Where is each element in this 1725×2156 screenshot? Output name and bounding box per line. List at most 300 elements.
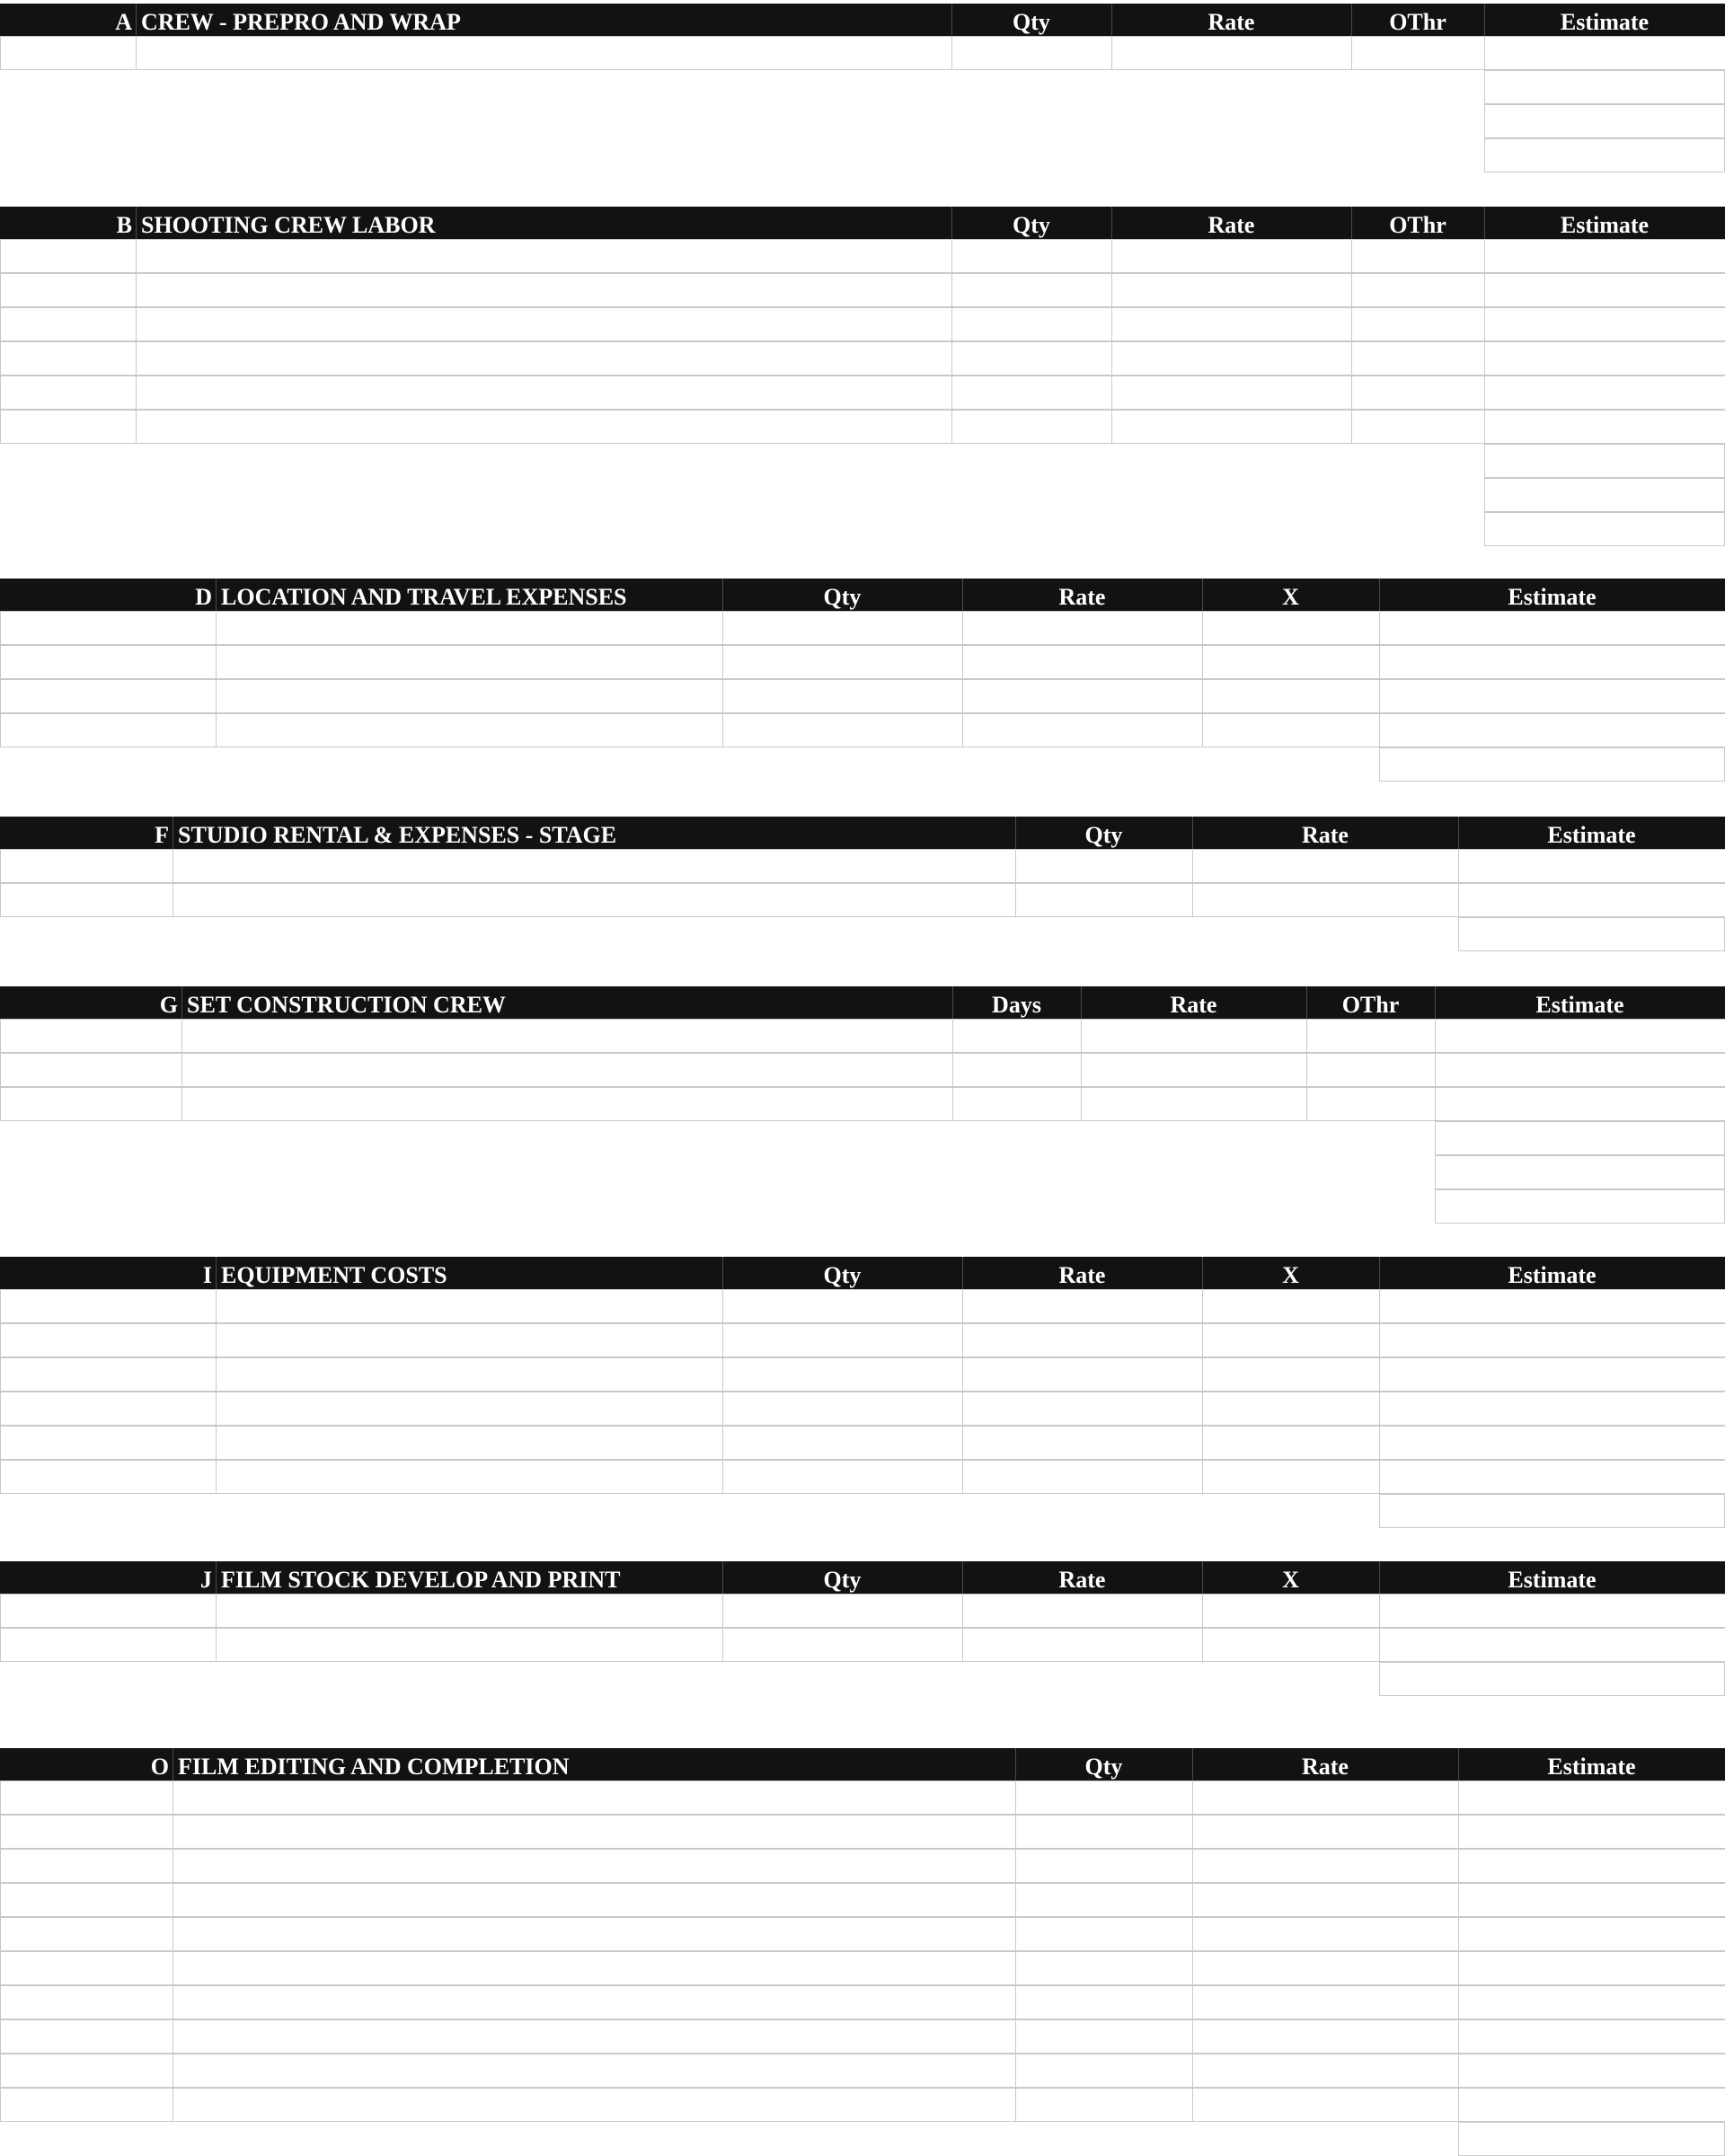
rate-cell[interactable] [1192, 1951, 1459, 1985]
code-cell[interactable] [0, 239, 137, 273]
estimate-cell[interactable] [1484, 36, 1725, 70]
section-title: STUDIO RENTAL & EXPENSES - STAGE [178, 822, 617, 848]
description-cell[interactable] [172, 1815, 1016, 1849]
estimate-cell[interactable] [1379, 1323, 1725, 1357]
estimate-cell[interactable] [1458, 1951, 1725, 1985]
othr-cell[interactable] [1351, 273, 1485, 307]
section-header [0, 207, 1725, 240]
qty-cell[interactable] [722, 1323, 963, 1357]
estimate-cell[interactable] [1458, 2054, 1725, 2088]
estimate-cell[interactable] [1484, 307, 1725, 341]
description-cell[interactable] [136, 410, 952, 444]
description-cell[interactable] [172, 2088, 1016, 2122]
description-cell[interactable] [136, 307, 952, 341]
line-item-row [0, 2089, 1725, 2123]
header-divider [1435, 986, 1436, 1020]
column-header-qty: Qty [823, 1262, 862, 1288]
estimate-cell[interactable] [1379, 1426, 1725, 1460]
othr-cell[interactable] [1351, 376, 1485, 410]
othr-cell[interactable] [1351, 239, 1485, 273]
rate-cell[interactable] [1192, 849, 1459, 883]
section-header [0, 1748, 1725, 1781]
description-cell[interactable] [172, 1917, 1016, 1951]
qty-cell[interactable] [1015, 2054, 1193, 2088]
qty-cell[interactable] [951, 341, 1112, 376]
section-code: J [200, 1567, 212, 1593]
qty-cell[interactable] [951, 376, 1112, 410]
othr-cell[interactable] [1306, 1087, 1436, 1121]
code-cell[interactable] [0, 1594, 217, 1628]
section-code: A [115, 9, 132, 35]
description-cell[interactable] [216, 679, 723, 713]
code-cell[interactable] [0, 1951, 173, 1985]
estimate-cell[interactable] [1484, 341, 1725, 376]
rate-cell[interactable] [1111, 376, 1352, 410]
estimate-cell[interactable] [1484, 239, 1725, 273]
rate-cell[interactable] [1192, 883, 1459, 917]
header-divider [1202, 579, 1203, 612]
rate-cell[interactable] [962, 1289, 1203, 1323]
othr-cell[interactable] [1306, 1053, 1436, 1087]
qty-cell[interactable] [722, 1289, 963, 1323]
header-divider [216, 1257, 217, 1290]
header-divider [216, 1561, 217, 1595]
x-cell[interactable] [1202, 1628, 1380, 1662]
code-cell[interactable] [0, 307, 137, 341]
column-header-rate: Rate [1170, 992, 1217, 1018]
estimate-cell[interactable] [1484, 410, 1725, 444]
line-item-row [0, 1781, 1725, 1816]
code-cell[interactable] [0, 1985, 173, 2019]
qty-cell[interactable] [1015, 1780, 1193, 1815]
header-divider [722, 1257, 723, 1290]
estimate-cell[interactable] [1458, 1917, 1725, 1951]
header-divider [962, 1257, 963, 1290]
column-header-x: X [1282, 1262, 1299, 1288]
estimate-cell[interactable] [1458, 883, 1725, 917]
section-header [0, 1561, 1725, 1595]
line-item-row [0, 1324, 1725, 1358]
code-cell[interactable] [0, 2054, 173, 2088]
x-cell[interactable] [1202, 1460, 1380, 1494]
column-header-rate: Rate [1058, 1262, 1106, 1288]
description-cell[interactable] [172, 883, 1016, 917]
estimate-cell[interactable] [1458, 1849, 1725, 1883]
description-cell[interactable] [136, 273, 952, 307]
description-cell[interactable] [216, 1357, 723, 1392]
qty-cell[interactable] [1015, 1815, 1193, 1849]
x-cell[interactable] [1202, 1594, 1380, 1628]
estimate-total-cell[interactable] [1484, 104, 1725, 138]
qty-cell[interactable] [1015, 1917, 1193, 1951]
description-cell[interactable] [216, 1289, 723, 1323]
rate-cell[interactable] [1111, 410, 1352, 444]
estimate-cell[interactable] [1379, 1594, 1725, 1628]
header-divider [1202, 1257, 1203, 1290]
column-header-qty: Qty [823, 584, 862, 610]
line-item-row [0, 37, 1725, 71]
line-item-row [0, 1461, 1725, 1495]
rate-cell[interactable] [1081, 1019, 1307, 1053]
rate-cell[interactable] [1192, 1917, 1459, 1951]
rate-cell[interactable] [1111, 341, 1352, 376]
estimate-total-cell[interactable] [1484, 138, 1725, 172]
rate-cell[interactable] [962, 1628, 1203, 1662]
code-cell[interactable] [0, 2019, 173, 2054]
qty-cell[interactable] [1015, 1951, 1193, 1985]
rate-cell[interactable] [962, 611, 1203, 645]
description-cell[interactable] [216, 713, 723, 747]
description-cell[interactable] [216, 1392, 723, 1426]
line-item-row [0, 714, 1725, 748]
description-cell[interactable] [216, 1426, 723, 1460]
column-header-estimate: Estimate [1508, 584, 1597, 610]
description-cell[interactable] [172, 1985, 1016, 2019]
rate-cell[interactable] [962, 645, 1203, 679]
header-divider [951, 207, 952, 240]
x-cell[interactable] [1202, 645, 1380, 679]
qty-cell[interactable] [951, 36, 1112, 70]
code-cell[interactable] [0, 1628, 217, 1662]
section-header [0, 986, 1725, 1020]
code-cell[interactable] [0, 1323, 217, 1357]
line-item-row [0, 1629, 1725, 1663]
rate-cell[interactable] [1192, 1985, 1459, 2019]
line-item-row [0, 411, 1725, 445]
code-cell[interactable] [0, 341, 137, 376]
description-cell[interactable] [216, 1323, 723, 1357]
qty-cell[interactable] [722, 713, 963, 747]
rate-cell[interactable] [1111, 239, 1352, 273]
estimate-cell[interactable] [1458, 1883, 1725, 1917]
code-cell[interactable] [0, 1460, 217, 1494]
estimate-cell[interactable] [1379, 1628, 1725, 1662]
header-divider [1351, 4, 1352, 37]
line-item-row [0, 884, 1725, 918]
section-title: FILM EDITING AND COMPLETION [178, 1754, 570, 1780]
code-cell[interactable] [0, 611, 217, 645]
estimate-cell[interactable] [1379, 1392, 1725, 1426]
description-cell[interactable] [172, 1951, 1016, 1985]
header-divider [216, 579, 217, 612]
rate-cell[interactable] [1111, 273, 1352, 307]
line-item-row [0, 342, 1725, 376]
rate-cell[interactable] [962, 713, 1203, 747]
qty-cell[interactable] [951, 307, 1112, 341]
line-item-row [0, 1595, 1725, 1629]
section-title: CREW - PREPRO AND WRAP [141, 9, 461, 35]
column-header-estimate: Estimate [1560, 212, 1650, 238]
qty-cell[interactable] [722, 1594, 963, 1628]
description-cell[interactable] [136, 239, 952, 273]
qty-cell[interactable] [1015, 1849, 1193, 1883]
estimate-cell[interactable] [1458, 2088, 1725, 2122]
section-header [0, 4, 1725, 37]
x-cell[interactable] [1202, 713, 1380, 747]
column-header-estimate: Estimate [1547, 822, 1636, 848]
code-cell[interactable] [0, 679, 217, 713]
line-item-row [0, 612, 1725, 646]
section-header [0, 1257, 1725, 1290]
section-code: O [150, 1754, 169, 1780]
qty-cell[interactable] [951, 410, 1112, 444]
estimate-cell[interactable] [1458, 1985, 1725, 2019]
days-cell[interactable] [952, 1019, 1082, 1053]
line-item-row [0, 274, 1725, 308]
code-cell[interactable] [0, 1815, 173, 1849]
x-cell[interactable] [1202, 1392, 1380, 1426]
header-divider [172, 817, 173, 850]
description-cell[interactable] [172, 1849, 1016, 1883]
description-cell[interactable] [172, 1780, 1016, 1815]
code-cell[interactable] [0, 645, 217, 679]
code-cell[interactable] [0, 376, 137, 410]
line-item-row [0, 1918, 1725, 1952]
estimate-cell[interactable] [1458, 849, 1725, 883]
section-code: G [159, 992, 178, 1018]
code-cell[interactable] [0, 1426, 217, 1460]
line-item-row [0, 1358, 1725, 1392]
header-divider [1202, 1561, 1203, 1595]
description-cell[interactable] [136, 36, 952, 70]
rate-cell[interactable] [1111, 307, 1352, 341]
code-cell[interactable] [0, 273, 137, 307]
header-divider [962, 579, 963, 612]
estimate-cell[interactable] [1458, 1780, 1725, 1815]
header-divider [1015, 1748, 1016, 1781]
code-cell[interactable] [0, 1053, 182, 1087]
section-title: EQUIPMENT COSTS [221, 1262, 447, 1288]
code-cell[interactable] [0, 1917, 173, 1951]
estimate-cell[interactable] [1379, 611, 1725, 645]
estimate-cell[interactable] [1484, 273, 1725, 307]
code-cell[interactable] [0, 1780, 173, 1815]
x-cell[interactable] [1202, 679, 1380, 713]
column-header-qty: Qty [1013, 9, 1050, 35]
line-item-row [0, 1020, 1725, 1054]
line-item-row [0, 1952, 1725, 1986]
line-item-row [0, 240, 1725, 274]
estimate-total-cell[interactable] [1458, 917, 1725, 951]
description-cell[interactable] [136, 376, 952, 410]
estimate-cell[interactable] [1435, 1053, 1725, 1087]
rate-cell[interactable] [962, 1426, 1203, 1460]
section-code: I [202, 1262, 212, 1288]
code-cell[interactable] [0, 1289, 217, 1323]
qty-cell[interactable] [722, 611, 963, 645]
code-cell[interactable] [0, 1392, 217, 1426]
description-cell[interactable] [181, 1019, 953, 1053]
rate-cell[interactable] [1192, 2019, 1459, 2054]
section-code: D [195, 584, 212, 610]
estimate-cell[interactable] [1484, 376, 1725, 410]
line-item-row [0, 1816, 1725, 1850]
code-cell[interactable] [0, 1357, 217, 1392]
description-cell[interactable] [172, 849, 1016, 883]
qty-cell[interactable] [1015, 1985, 1193, 2019]
header-divider [1379, 579, 1380, 612]
description-cell[interactable] [216, 1460, 723, 1494]
qty-cell[interactable] [1015, 1883, 1193, 1917]
othr-cell[interactable] [1351, 410, 1485, 444]
estimate-cell[interactable] [1379, 713, 1725, 747]
header-divider [722, 579, 723, 612]
header-divider [1081, 986, 1082, 1020]
qty-cell[interactable] [722, 1628, 963, 1662]
qty-cell[interactable] [722, 1392, 963, 1426]
description-cell[interactable] [181, 1087, 953, 1121]
x-cell[interactable] [1202, 1323, 1380, 1357]
qty-cell[interactable] [722, 679, 963, 713]
othr-cell[interactable] [1351, 307, 1485, 341]
qty-cell[interactable] [951, 239, 1112, 273]
column-header-othr: OThr [1389, 9, 1446, 35]
line-item-row [0, 1884, 1725, 1918]
column-header-estimate: Estimate [1560, 9, 1650, 35]
othr-cell[interactable] [1351, 36, 1485, 70]
x-cell[interactable] [1202, 1289, 1380, 1323]
rate-cell[interactable] [962, 1460, 1203, 1494]
rate-cell[interactable] [1111, 36, 1352, 70]
rate-cell[interactable] [1081, 1087, 1307, 1121]
header-divider [1111, 4, 1112, 37]
estimate-cell[interactable] [1435, 1087, 1725, 1121]
column-header-rate: Rate [1208, 212, 1255, 238]
x-cell[interactable] [1202, 611, 1380, 645]
estimate-cell[interactable] [1379, 1289, 1725, 1323]
column-header-rate: Rate [1058, 584, 1106, 610]
estimate-total-cell[interactable] [1458, 2122, 1725, 2156]
days-cell[interactable] [952, 1053, 1082, 1087]
rate-cell[interactable] [1192, 1883, 1459, 1917]
code-cell[interactable] [0, 1849, 173, 1883]
othr-cell[interactable] [1306, 1019, 1436, 1053]
estimate-total-cell[interactable] [1484, 512, 1725, 546]
column-header-estimate: Estimate [1547, 1754, 1636, 1780]
description-cell[interactable] [216, 611, 723, 645]
code-cell[interactable] [0, 849, 173, 883]
estimate-total-cell[interactable] [1379, 1494, 1725, 1528]
column-header-othr: OThr [1341, 992, 1400, 1018]
qty-cell[interactable] [1015, 2088, 1193, 2122]
header-divider [181, 986, 182, 1020]
days-cell[interactable] [952, 1087, 1082, 1121]
rate-cell[interactable] [1192, 2054, 1459, 2088]
code-cell[interactable] [0, 1019, 182, 1053]
estimate-total-cell[interactable] [1484, 478, 1725, 512]
column-header-qty: Qty [823, 1567, 862, 1593]
rate-cell[interactable] [962, 1357, 1203, 1392]
othr-cell[interactable] [1351, 341, 1485, 376]
rate-cell[interactable] [962, 1323, 1203, 1357]
code-cell[interactable] [0, 410, 137, 444]
section-title: LOCATION AND TRAVEL EXPENSES [221, 584, 627, 610]
section-code: F [155, 822, 169, 848]
qty-cell[interactable] [722, 645, 963, 679]
x-cell[interactable] [1202, 1357, 1380, 1392]
estimate-cell[interactable] [1379, 679, 1725, 713]
qty-cell[interactable] [722, 1357, 963, 1392]
rate-cell[interactable] [1192, 1849, 1459, 1883]
qty-cell[interactable] [951, 273, 1112, 307]
rate-cell[interactable] [1192, 1780, 1459, 1815]
code-cell[interactable] [0, 1883, 173, 1917]
qty-cell[interactable] [1015, 883, 1193, 917]
section-code: B [116, 212, 132, 238]
estimate-cell[interactable] [1379, 1357, 1725, 1392]
column-header-rate: Rate [1302, 1754, 1349, 1780]
header-divider [1192, 1748, 1193, 1781]
qty-cell[interactable] [1015, 849, 1193, 883]
rate-cell[interactable] [1192, 2088, 1459, 2122]
description-cell[interactable] [216, 645, 723, 679]
header-divider [1458, 1748, 1459, 1781]
qty-cell[interactable] [722, 1460, 963, 1494]
section-title: SET CONSTRUCTION CREW [187, 992, 506, 1018]
description-cell[interactable] [172, 2019, 1016, 2054]
section-title: FILM STOCK DEVELOP AND PRINT [221, 1567, 621, 1593]
line-item-row [0, 1088, 1725, 1122]
rate-cell[interactable] [962, 679, 1203, 713]
estimate-cell[interactable] [1435, 1019, 1725, 1053]
estimate-cell[interactable] [1379, 1460, 1725, 1494]
estimate-total-cell[interactable] [1484, 70, 1725, 104]
description-cell[interactable] [216, 1628, 723, 1662]
section-header [0, 579, 1725, 612]
estimate-total-cell[interactable] [1379, 1662, 1725, 1696]
header-divider [1458, 817, 1459, 850]
qty-cell[interactable] [722, 1426, 963, 1460]
column-header-days: Days [992, 992, 1041, 1018]
description-cell[interactable] [172, 2054, 1016, 2088]
code-cell[interactable] [0, 36, 137, 70]
rate-cell[interactable] [1192, 1815, 1459, 1849]
code-cell[interactable] [0, 2088, 173, 2122]
description-cell[interactable] [181, 1053, 953, 1087]
header-divider [962, 1561, 963, 1595]
line-item-row [0, 1427, 1725, 1461]
header-divider [1484, 4, 1485, 37]
section-header [0, 817, 1725, 850]
estimate-total-cell[interactable] [1379, 747, 1725, 782]
column-header-othr: OThr [1389, 212, 1446, 238]
estimate-total-cell[interactable] [1435, 1155, 1725, 1189]
estimate-total-cell[interactable] [1435, 1121, 1725, 1155]
description-cell[interactable] [216, 1594, 723, 1628]
description-cell[interactable] [136, 341, 952, 376]
column-header-x: X [1282, 1567, 1299, 1593]
estimate-cell[interactable] [1458, 1815, 1725, 1849]
code-cell[interactable] [0, 883, 173, 917]
rate-cell[interactable] [962, 1392, 1203, 1426]
estimate-cell[interactable] [1458, 2019, 1725, 2054]
code-cell[interactable] [0, 1087, 182, 1121]
qty-cell[interactable] [1015, 2019, 1193, 2054]
rate-cell[interactable] [962, 1594, 1203, 1628]
line-item-row [0, 680, 1725, 714]
estimate-total-cell[interactable] [1435, 1189, 1725, 1224]
line-item-row [0, 2020, 1725, 2054]
rate-cell[interactable] [1081, 1053, 1307, 1087]
header-divider [1484, 207, 1485, 240]
code-cell[interactable] [0, 713, 217, 747]
header-divider [172, 1748, 173, 1781]
estimate-cell[interactable] [1379, 645, 1725, 679]
header-divider [136, 4, 137, 37]
estimate-total-cell[interactable] [1484, 444, 1725, 478]
x-cell[interactable] [1202, 1426, 1380, 1460]
description-cell[interactable] [172, 1883, 1016, 1917]
